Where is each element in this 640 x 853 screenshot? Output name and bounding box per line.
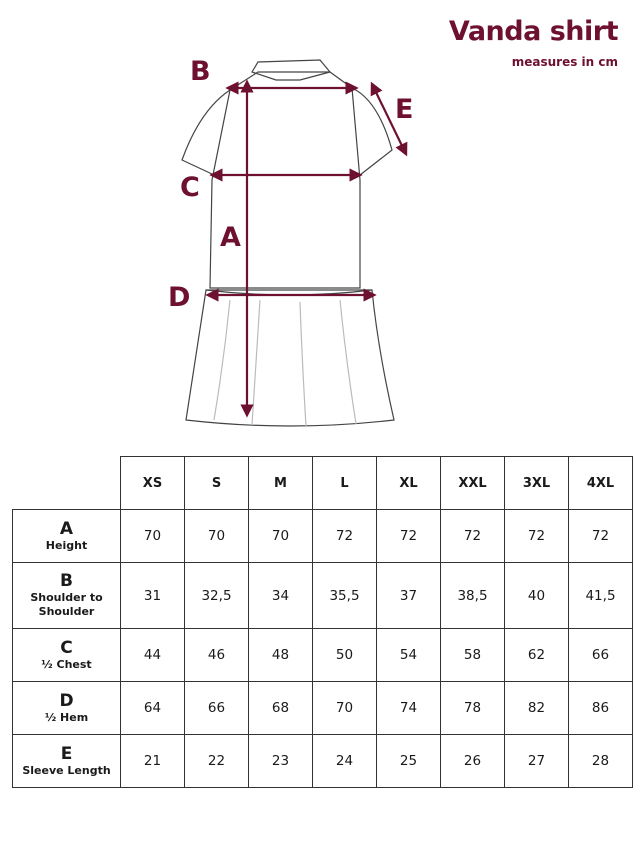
table-cell: 70 (313, 682, 377, 735)
size-header: S (185, 457, 249, 510)
size-table (12, 456, 633, 788)
table-cell: 74 (377, 682, 441, 735)
size-header: XL (377, 457, 441, 510)
table-cell: 22 (185, 735, 249, 788)
table-cell: 38,5 (441, 563, 505, 629)
size-header: 3XL (505, 457, 569, 510)
label-b: B (190, 56, 211, 87)
size-header: M (249, 457, 313, 510)
table-cell: 68 (249, 682, 313, 735)
table-cell: 70 (249, 510, 313, 563)
table-cell: 21 (121, 735, 185, 788)
row-header (13, 629, 121, 682)
table-cell: 66 (185, 682, 249, 735)
row-name: Sleeve Length (22, 763, 111, 777)
label-c: C (180, 172, 200, 203)
table-cell: 46 (185, 629, 249, 682)
garment-outline (182, 60, 394, 426)
table-row (13, 682, 633, 735)
table-cell: 23 (249, 735, 313, 788)
row-header (13, 682, 121, 735)
size-header: 4XL (569, 457, 633, 510)
page-title: Vanda shirt (448, 16, 618, 47)
table-cell: 70 (185, 510, 249, 563)
table-cell: 41,5 (569, 563, 633, 629)
label-d: D (168, 282, 191, 313)
table-cell: 40 (505, 563, 569, 629)
table-row (13, 629, 633, 682)
row-header (13, 735, 121, 788)
row-letter: B (60, 571, 73, 591)
table-cell: 70 (121, 510, 185, 563)
table-cell: 54 (377, 629, 441, 682)
row-letter: E (60, 743, 73, 764)
label-a: A (220, 222, 241, 253)
row-header (13, 563, 121, 629)
table-cell: 37 (377, 563, 441, 629)
row-name: Height (45, 538, 88, 552)
table-cell: 72 (505, 510, 569, 563)
row-header (13, 510, 121, 563)
label-e: E (395, 94, 414, 125)
table-cell: 86 (569, 682, 633, 735)
table-cell: 58 (441, 629, 505, 682)
row-name: ½ Hem (44, 710, 89, 724)
table-cell: 35,5 (313, 563, 377, 629)
page-subtitle: measures in cm (511, 55, 618, 69)
corner-cell (13, 457, 121, 510)
table-cell: 72 (569, 510, 633, 563)
size-header-row (13, 457, 633, 510)
table-cell: 62 (505, 629, 569, 682)
table-cell: 32,5 (185, 563, 249, 629)
table-cell: 72 (377, 510, 441, 563)
table-cell: 50 (313, 629, 377, 682)
table-cell: 72 (441, 510, 505, 563)
row-letter: D (59, 690, 74, 711)
table-cell: 66 (569, 629, 633, 682)
table-cell: 72 (313, 510, 377, 563)
table-row (13, 563, 633, 629)
row-letter: A (59, 518, 74, 539)
size-header: XXL (441, 457, 505, 510)
row-letter: C (60, 637, 73, 658)
size-header: L (313, 457, 377, 510)
table-cell: 27 (505, 735, 569, 788)
table-cell: 28 (569, 735, 633, 788)
table-row (13, 735, 633, 788)
table-cell: 34 (249, 563, 313, 629)
row-name: Shoulder to Shoulder (30, 591, 103, 618)
table-row (13, 510, 633, 563)
table-cell: 31 (121, 563, 185, 629)
size-header: XS (121, 457, 185, 510)
table-cell: 44 (121, 629, 185, 682)
table-cell: 24 (313, 735, 377, 788)
table-cell: 82 (505, 682, 569, 735)
row-name: ½ Chest (41, 657, 92, 671)
table-cell: 78 (441, 682, 505, 735)
table-cell: 48 (249, 629, 313, 682)
table-cell: 26 (441, 735, 505, 788)
table-cell: 25 (377, 735, 441, 788)
table-cell: 64 (121, 682, 185, 735)
